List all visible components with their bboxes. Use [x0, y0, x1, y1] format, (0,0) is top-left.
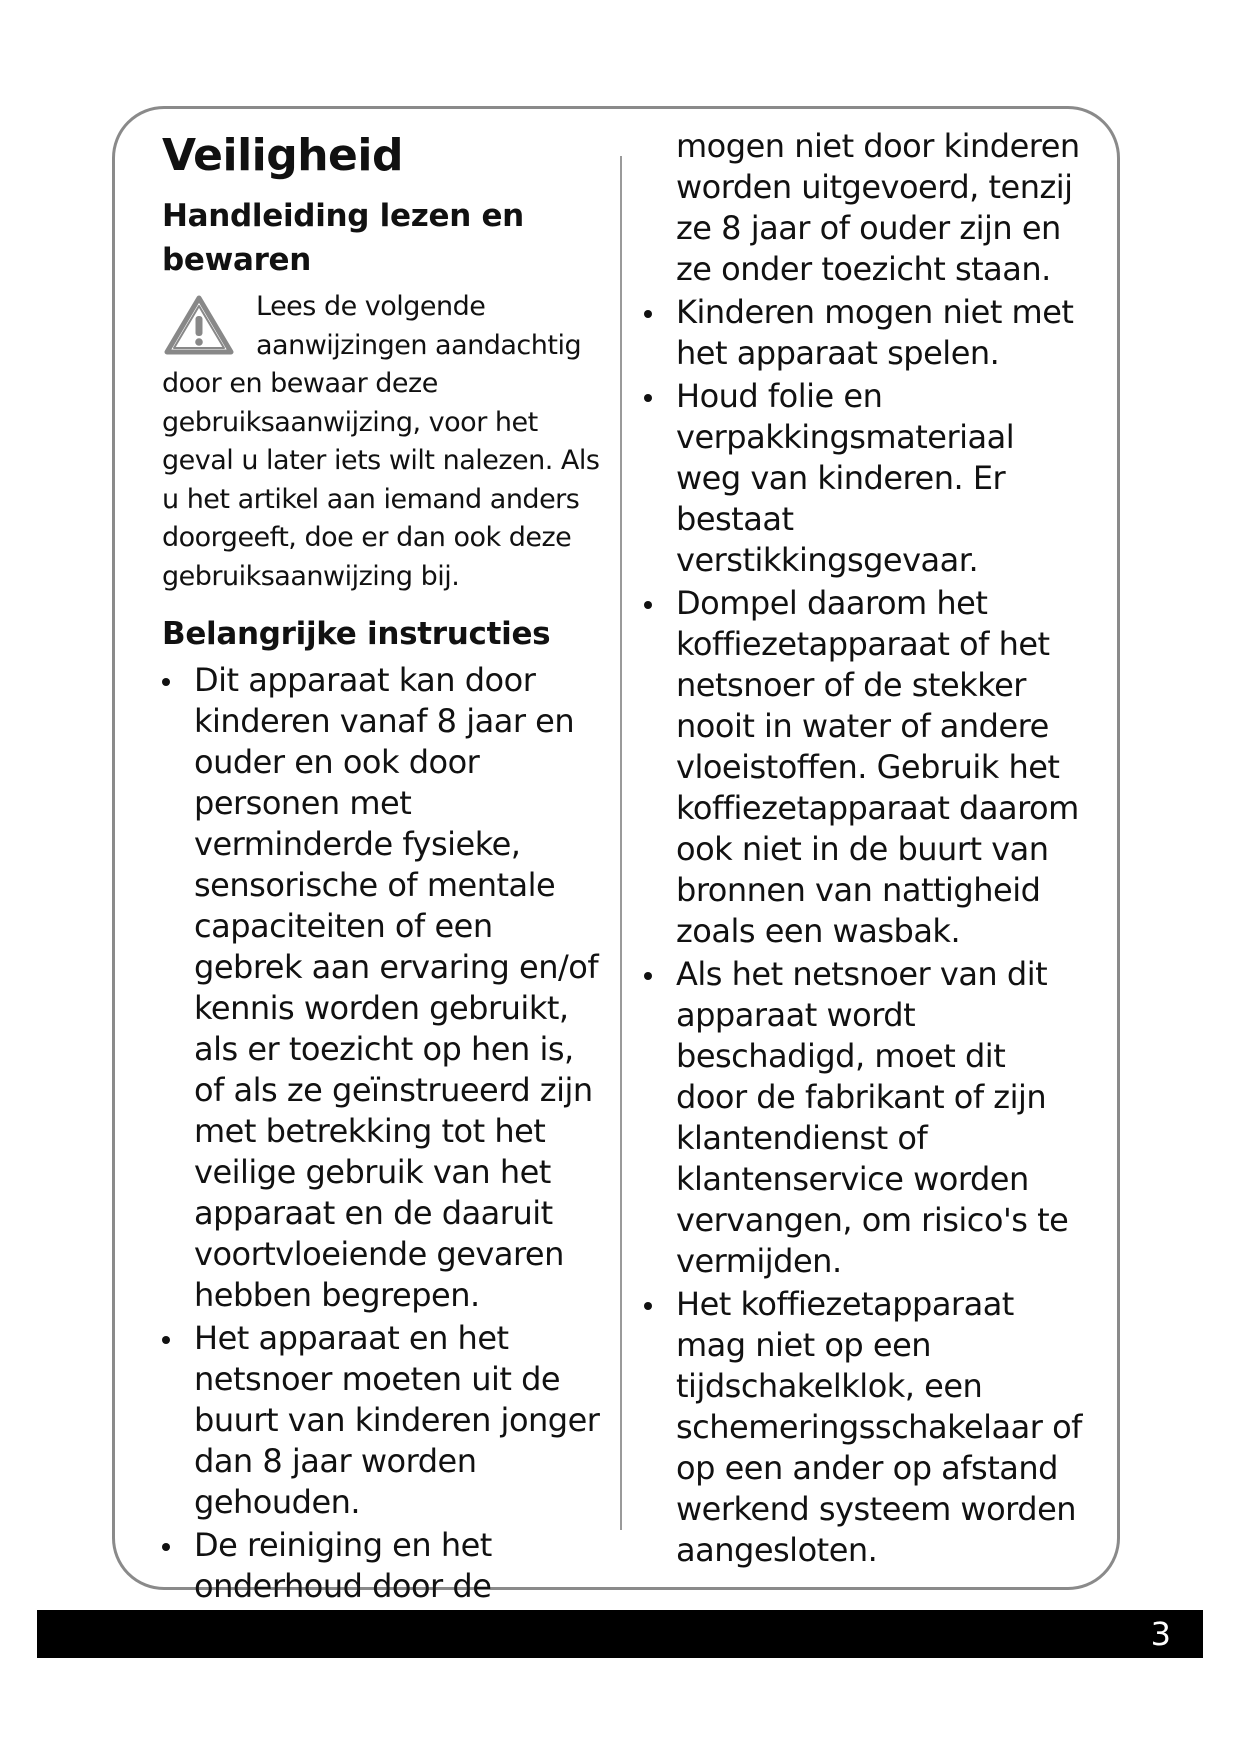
list-item: Het apparaat en het netsnoer moeten uit de buurt van kinderen jonger dan 8 jaar worden gehouden. [162, 1318, 602, 1523]
list-item: Kinderen mogen niet met het apparaat spelen. [644, 292, 1084, 374]
page-number: 3 [1150, 1615, 1171, 1653]
list-item-continuation: mogen niet door kinderen worden uitgevoerd, tenzij ze 8 jaar of ouder zijn en ze onder toezicht staan. [676, 127, 1080, 288]
footer-bar [37, 1610, 1203, 1658]
right-column [644, 126, 1084, 1573]
section-heading-manual: Handleiding lezen en bewaren [162, 198, 524, 278]
intro-text: Lees de volgende aanwijzingen aandachtig door en bewaar deze gebruiksaanwijzing, voor het geval u later iets wilt nalezen. Als u het artikel aan iemand anders doorgeeft, doe er dan ook deze gebruiksaanwijzing bij. [162, 291, 600, 592]
warning-triangle-icon [164, 294, 234, 356]
left-column [162, 126, 602, 1650]
list-item: Dit apparaat kan door kinderen vanaf 8 jaar en ouder en ook door personen met verminderde fysieke, sensorische of mentale capaciteiten of een gebrek aan ervaring en/of kennis worden gebruikt, als er toezicht op hen is, of als ze geïnstrueerd zijn met betrekking tot het veilige gebruik van het apparaat en de daaruit voortvloeiende gevaren hebben begrepen. [162, 660, 602, 1316]
list-item: Dompel daarom het koffiezetapparaat of het netsnoer of de stekker nooit in water of andere vloeistoffen. Gebruik het koffiezetapparaat daarom ook niet in de buurt van bronnen van nattigheid zoals een wasbak. [644, 583, 1084, 952]
list-item: Het koffiezetapparaat mag niet op een tijdschakelklok, een schemeringsschakelaar of op een ander op afstand werkend systeem worden aangesloten. [644, 1284, 1084, 1571]
section-heading-instructions: Belangrijke instructies [162, 616, 551, 652]
list-item: Als het netsnoer van dit apparaat wordt beschadigd, moet dit door de fabrikant of zijn klantendienst of klantenservice worden vervangen, om risico's te vermijden. [644, 954, 1084, 1282]
page-title: Veiligheid [162, 130, 403, 181]
column-divider [620, 156, 622, 1530]
instruction-list-right [644, 292, 1084, 1571]
list-item: De reiniging en het onderhoud door de [162, 1525, 602, 1648]
instruction-list-left [162, 660, 602, 1648]
intro-paragraph [162, 288, 602, 596]
list-item: Houd folie en verpakkingsmateriaal weg van kinderen. Er bestaat verstikkingsgevaar. [644, 376, 1084, 581]
